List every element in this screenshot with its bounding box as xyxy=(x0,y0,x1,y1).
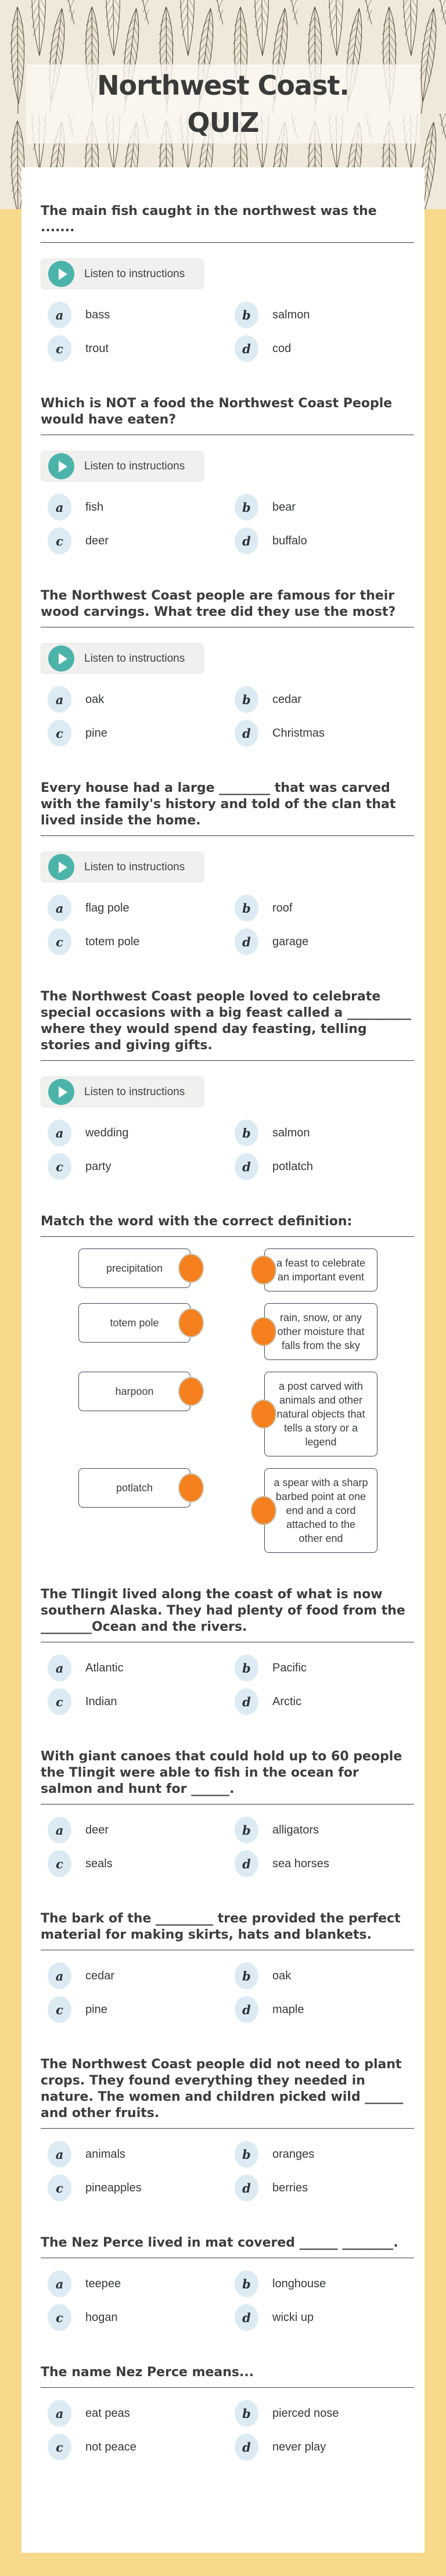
options-grid xyxy=(41,895,414,955)
question-block-10 xyxy=(41,2235,414,2331)
question-block-8 xyxy=(41,1911,414,2023)
answer-option-b[interactable] xyxy=(235,2141,414,2168)
answer-option-c[interactable] xyxy=(48,335,228,362)
match-word-box xyxy=(78,1468,190,1508)
options-grid xyxy=(41,302,414,362)
option-letter-badge: a xyxy=(48,302,71,328)
answer-option-b[interactable] xyxy=(235,895,414,921)
answer-option-d[interactable] xyxy=(235,928,414,955)
options-grid xyxy=(41,1655,414,1715)
answer-option-a[interactable] xyxy=(48,2270,228,2297)
option-letter-badge: a xyxy=(48,2400,71,2427)
answer-option-c[interactable] xyxy=(48,1153,228,1180)
answer-option-a[interactable] xyxy=(48,494,228,521)
option-letter-badge: b xyxy=(235,2400,258,2427)
option-letter-badge: b xyxy=(235,2141,258,2168)
answer-option-a[interactable] xyxy=(48,302,228,328)
option-label: Christmas xyxy=(272,726,325,740)
match-prompt: Match the word with the correct definition: xyxy=(41,1214,353,1229)
option-letter-badge: a xyxy=(48,1120,71,1146)
match-word-box xyxy=(78,1372,190,1411)
question-prompt: The Nez Perce lived in mat covered ______ ________. xyxy=(41,2236,398,2250)
option-label: cedar xyxy=(85,1969,115,1982)
option-label: Atlantic xyxy=(85,1661,124,1674)
option-letter-badge: a xyxy=(48,494,71,521)
option-letter-badge: b xyxy=(235,302,258,328)
option-letter-badge: d xyxy=(235,2304,258,2331)
options-grid xyxy=(41,686,414,747)
match-definition-box xyxy=(264,1248,377,1291)
option-letter-badge: c xyxy=(48,928,71,955)
option-letter-badge: b xyxy=(235,1963,258,1989)
answer-option-c[interactable] xyxy=(48,720,228,747)
option-label: oak xyxy=(85,693,105,706)
answer-option-d[interactable] xyxy=(235,720,414,747)
question-prompt: Every house had a large ________ that was carved with the family's history and told of the clan that lived inside the home. xyxy=(41,781,396,828)
question-prompt: Which is NOT a food the Northwest Coast People would have eaten? xyxy=(41,396,393,427)
options-grid xyxy=(41,494,414,554)
divider xyxy=(41,835,414,836)
option-label: cedar xyxy=(272,693,302,706)
option-letter-badge: c xyxy=(48,335,71,362)
play-icon xyxy=(48,645,74,672)
answer-option-d[interactable] xyxy=(235,2434,414,2460)
option-letter-badge: c xyxy=(48,2434,71,2460)
option-label: oak xyxy=(272,1969,292,1982)
options-grid xyxy=(41,2141,414,2201)
divider xyxy=(41,2128,414,2129)
answer-option-c[interactable] xyxy=(48,928,228,955)
option-letter-badge: d xyxy=(235,720,258,747)
option-letter-badge: a xyxy=(48,895,71,921)
divider xyxy=(41,2387,414,2388)
quiz-title-line1: Northwest Coast. xyxy=(97,70,349,101)
option-label: deer xyxy=(85,534,109,547)
option-label: pine xyxy=(85,2003,107,2016)
divider xyxy=(41,242,414,243)
option-label: wicki up xyxy=(272,2310,314,2324)
option-label: garage xyxy=(272,935,309,948)
option-letter-badge: a xyxy=(48,686,71,713)
connector-dot[interactable] xyxy=(178,1377,204,1406)
answer-option-a[interactable] xyxy=(48,895,228,921)
answer-option-c[interactable] xyxy=(48,1688,228,1715)
option-label: alligators xyxy=(272,1823,319,1836)
option-letter-badge: d xyxy=(235,528,258,554)
question-block-1 xyxy=(41,203,414,362)
option-label: longhouse xyxy=(272,2277,326,2290)
connector-dot[interactable] xyxy=(251,1496,276,1525)
option-label: salmon xyxy=(272,308,310,321)
answer-option-b[interactable] xyxy=(235,2400,414,2427)
answer-option-a[interactable] xyxy=(48,2400,228,2427)
option-label: maple xyxy=(272,2003,304,2016)
question-prompt: The Northwest Coast people did not need to plant crops. They found everything they needed in nature. The women and children picked wild ______ and other fruits. xyxy=(41,2057,404,2121)
option-letter-badge: c xyxy=(48,1996,71,2023)
answer-option-b[interactable] xyxy=(235,1817,414,1843)
question-prompt: The Northwest Coast people loved to celebrate special occasions with a big feast called a __________ where they would spend day feasting, telling stories and giving gifts. xyxy=(41,989,411,1053)
option-label: bass xyxy=(85,308,110,321)
answer-option-b[interactable] xyxy=(235,1120,414,1146)
option-label: fish xyxy=(85,500,104,514)
match-definition-text: rain, snow, or any other moisture that falls from the sky xyxy=(277,1312,365,1351)
option-letter-badge: b xyxy=(235,895,258,921)
answer-option-d[interactable] xyxy=(235,1688,414,1715)
option-letter-badge: c xyxy=(48,1688,71,1715)
play-icon xyxy=(48,261,74,287)
audio-button-label: Listen to instructions xyxy=(84,1085,185,1098)
audio-button-label: Listen to instructions xyxy=(84,652,185,665)
option-label: deer xyxy=(85,1823,109,1836)
answer-option-b[interactable] xyxy=(235,302,414,328)
play-icon xyxy=(48,1079,74,1105)
options-grid xyxy=(41,1963,414,2023)
match-word-label: potlatch xyxy=(116,1482,153,1494)
divider xyxy=(41,1060,414,1061)
option-letter-badge: d xyxy=(235,335,258,362)
answer-option-a[interactable] xyxy=(48,1655,228,1681)
title-banner xyxy=(26,64,420,143)
option-label: pierced nose xyxy=(272,2406,339,2420)
option-letter-badge: b xyxy=(235,494,258,521)
question-prompt: The Tlingit lived along the coast of what is now southern Alaska. They had plenty of food from the ________Ocean and the rivers. xyxy=(41,1587,405,1634)
audio-button[interactable] xyxy=(41,1077,204,1107)
option-letter-badge: d xyxy=(235,1850,258,1877)
question-block-2 xyxy=(41,396,414,554)
answer-option-d[interactable] xyxy=(235,335,414,362)
option-letter-badge: c xyxy=(48,2175,71,2201)
divider xyxy=(41,1236,414,1237)
option-label: party xyxy=(85,1160,112,1173)
match-definition-box xyxy=(264,1303,377,1360)
option-letter-badge: c xyxy=(48,528,71,554)
option-label: wedding xyxy=(85,1126,129,1139)
audio-button[interactable] xyxy=(41,852,204,882)
option-label: Pacific xyxy=(272,1661,307,1674)
answer-option-c[interactable] xyxy=(48,2175,228,2201)
options-grid xyxy=(41,1120,414,1180)
option-letter-badge: b xyxy=(235,686,258,713)
answer-option-b[interactable] xyxy=(235,2270,414,2297)
connector-dot[interactable] xyxy=(178,1254,204,1283)
answer-option-b[interactable] xyxy=(235,1655,414,1681)
option-letter-badge: c xyxy=(48,1850,71,1877)
play-icon xyxy=(48,453,74,479)
answer-option-b[interactable] xyxy=(235,1963,414,1989)
question-prompt: The bark of the _________ tree provided the perfect material for making skirts, hats and blankets. xyxy=(41,1911,401,1942)
option-label: totem pole xyxy=(85,935,140,948)
option-letter-badge: a xyxy=(48,1655,71,1681)
option-letter-badge: d xyxy=(235,1688,258,1715)
question-prompt: With giant canoes that could hold up to 60 people the Tlingit were able to fish in the ocean for salmon and hunt for ______. xyxy=(41,1749,402,1796)
answer-option-c[interactable] xyxy=(48,2434,228,2460)
option-letter-badge: b xyxy=(235,1655,258,1681)
option-letter-badge: a xyxy=(48,2141,71,2168)
option-label: potlatch xyxy=(272,1160,314,1173)
match-word-label: totem pole xyxy=(110,1317,159,1329)
match-section xyxy=(41,1214,414,1553)
option-label: salmon xyxy=(272,1126,310,1139)
options-grid xyxy=(41,2400,414,2460)
option-letter-badge: a xyxy=(48,1963,71,1989)
question-prompt: The name Nez Perce means... xyxy=(41,2365,254,2380)
options-grid xyxy=(41,1817,414,1877)
quiz-card xyxy=(21,167,425,2553)
audio-button[interactable] xyxy=(41,643,204,674)
option-label: cod xyxy=(272,342,292,355)
option-label: pineapples xyxy=(85,2181,142,2194)
answer-option-c[interactable] xyxy=(48,1850,228,1877)
answer-option-a[interactable] xyxy=(48,2141,228,2168)
question-block-11 xyxy=(41,2365,414,2460)
option-label: trout xyxy=(85,342,109,355)
options-grid xyxy=(41,2270,414,2331)
answer-option-d[interactable] xyxy=(235,1850,414,1877)
option-letter-badge: b xyxy=(235,2270,258,2297)
option-letter-badge: d xyxy=(235,2434,258,2460)
option-letter-badge: c xyxy=(48,1153,71,1180)
audio-button-label: Listen to instructions xyxy=(84,267,185,280)
match-definition-text: a feast to celebrate an important event xyxy=(276,1257,366,1283)
question-prompt: The Northwest Coast people are famous for their wood carvings. What tree did they use the most? xyxy=(41,589,396,619)
option-label: seals xyxy=(85,1857,113,1870)
answer-option-b[interactable] xyxy=(235,686,414,713)
connector-dot[interactable] xyxy=(251,1317,276,1346)
question-block-9 xyxy=(41,2057,414,2201)
audio-button-label: Listen to instructions xyxy=(84,460,185,472)
answer-option-d[interactable] xyxy=(235,1996,414,2023)
option-label: never play xyxy=(272,2440,326,2453)
match-definition-box xyxy=(264,1468,377,1553)
connector-dot[interactable] xyxy=(251,1400,276,1429)
answer-option-d[interactable] xyxy=(235,1153,414,1180)
match-row-1 xyxy=(41,1248,414,1291)
answer-option-c[interactable] xyxy=(48,1996,228,2023)
option-label: Arctic xyxy=(272,1695,301,1708)
option-letter-badge: b xyxy=(235,1817,258,1843)
connector-dot[interactable] xyxy=(178,1473,204,1502)
quiz-title-line2: QUIZ xyxy=(187,107,259,138)
answer-option-a[interactable] xyxy=(48,1817,228,1843)
match-definition-text: a post carved with animals and other natural objects that tells a story or a legend xyxy=(276,1380,365,1448)
answer-option-b[interactable] xyxy=(235,494,414,521)
answer-option-d[interactable] xyxy=(235,2304,414,2331)
option-label: eat peas xyxy=(85,2406,130,2420)
answer-option-a[interactable] xyxy=(48,1963,228,1989)
option-label: buffalo xyxy=(272,534,307,547)
option-label: roof xyxy=(272,901,293,914)
option-label: pine xyxy=(85,726,107,740)
question-block-5 xyxy=(41,989,414,1180)
question-prompt: The main fish caught in the northwest was the ....... xyxy=(41,204,377,235)
question-block-4 xyxy=(41,780,414,955)
audio-button-label: Listen to instructions xyxy=(84,860,185,873)
option-label: bear xyxy=(272,500,296,514)
option-letter-badge: b xyxy=(235,1120,258,1146)
option-letter-badge: d xyxy=(235,928,258,955)
option-label: berries xyxy=(272,2181,308,2194)
answer-option-c[interactable] xyxy=(48,2304,228,2331)
answer-option-d[interactable] xyxy=(235,528,414,554)
option-label: animals xyxy=(85,2147,125,2161)
match-word-label: precipitation xyxy=(106,1262,163,1274)
answer-option-a[interactable] xyxy=(48,686,228,713)
match-definition-box xyxy=(264,1372,377,1456)
option-label: flag pole xyxy=(85,901,130,914)
match-word-box xyxy=(78,1303,190,1343)
option-letter-badge: a xyxy=(48,2270,71,2297)
match-word-label: harpoon xyxy=(115,1386,154,1397)
option-letter-badge: c xyxy=(48,2304,71,2331)
option-label: sea horses xyxy=(272,1857,329,1870)
option-letter-badge: a xyxy=(48,1817,71,1843)
option-label: oranges xyxy=(272,2147,315,2161)
play-icon xyxy=(48,854,74,880)
option-label: hogan xyxy=(85,2310,118,2324)
match-definition-text: a spear with a sharp barbed point at one end and a cord attached to the other end xyxy=(274,1477,368,1544)
match-row-4 xyxy=(41,1468,414,1553)
option-letter-badge: c xyxy=(48,720,71,747)
answer-option-a[interactable] xyxy=(48,1120,228,1146)
audio-button[interactable] xyxy=(41,259,204,289)
question-block-7 xyxy=(41,1749,414,1877)
answer-option-c[interactable] xyxy=(48,528,228,554)
option-label: not peace xyxy=(85,2440,136,2453)
audio-button[interactable] xyxy=(41,451,204,482)
answer-option-d[interactable] xyxy=(235,2175,414,2201)
option-label: Indian xyxy=(85,1695,117,1708)
option-label: teepee xyxy=(85,2277,121,2290)
match-rows xyxy=(41,1248,414,1553)
option-letter-badge: d xyxy=(235,1996,258,2023)
option-letter-badge: d xyxy=(235,1153,258,1180)
match-row-2 xyxy=(41,1303,414,1360)
connector-dot[interactable] xyxy=(178,1308,204,1337)
match-word-box xyxy=(78,1248,190,1288)
connector-dot[interactable] xyxy=(251,1255,276,1285)
question-block-6 xyxy=(41,1587,414,1715)
option-letter-badge: d xyxy=(235,2175,258,2201)
question-block-3 xyxy=(41,588,414,747)
match-row-3 xyxy=(41,1372,414,1456)
